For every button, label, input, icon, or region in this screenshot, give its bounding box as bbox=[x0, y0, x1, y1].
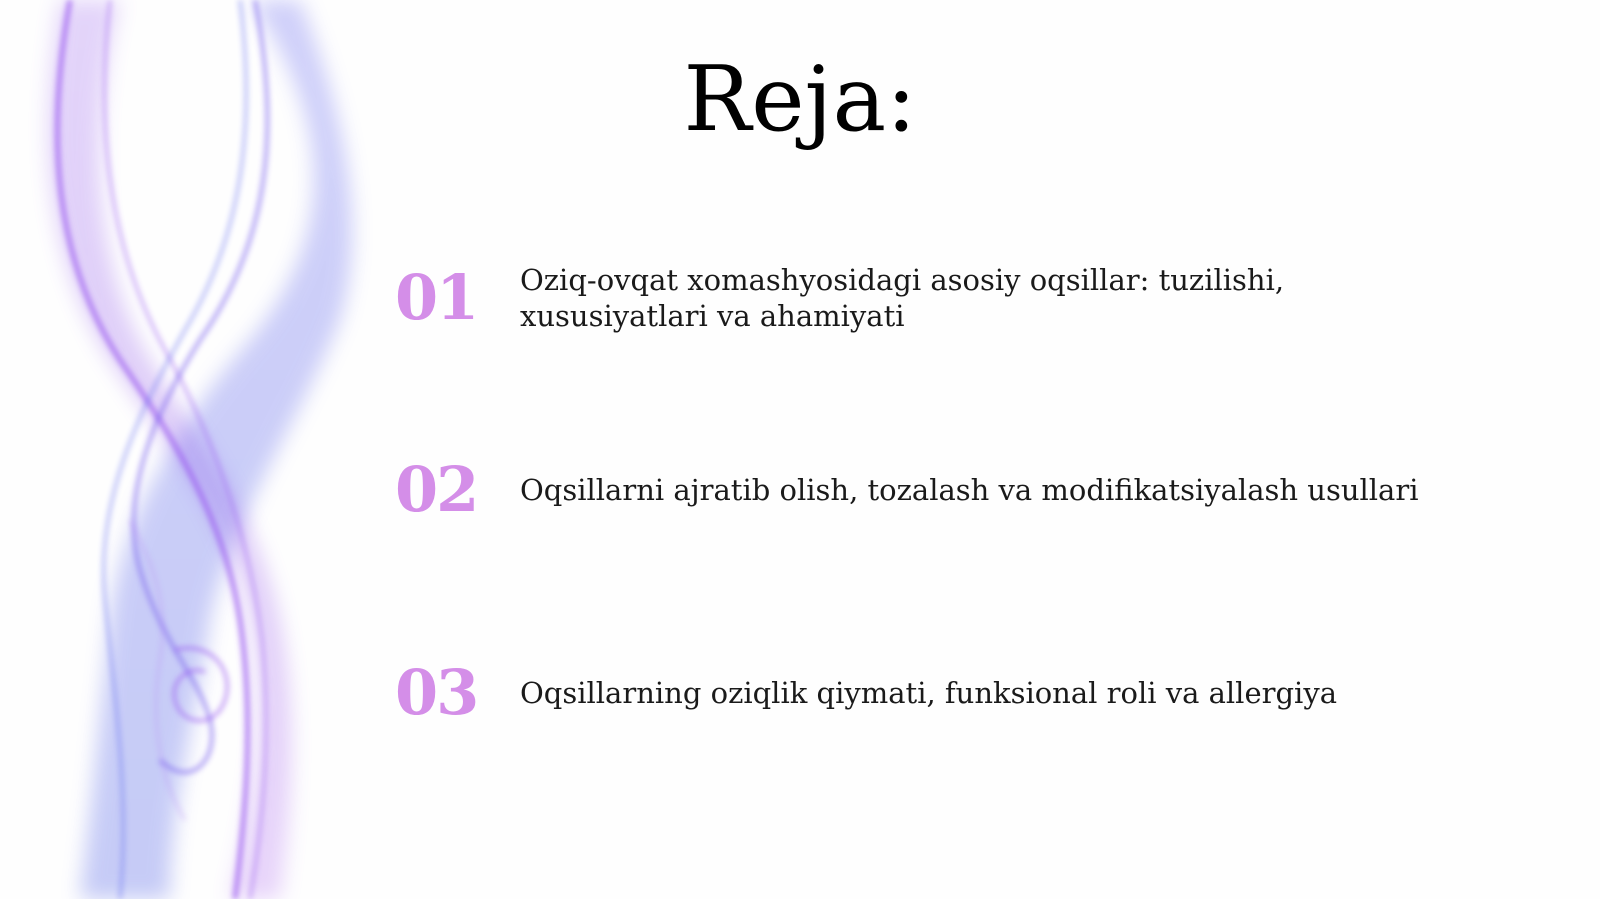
plan-item-2 bbox=[395, 455, 1545, 525]
plan-item-1 bbox=[395, 262, 1545, 334]
plan-item-text: Oqsillarni ajratib olish, tozalash va modifikatsiyalash usullari bbox=[520, 473, 1419, 507]
plan-item-number: 01 bbox=[395, 261, 478, 334]
plan-item-text: Oqsillarning oziqlik qiymati, funksional roli va allergiya bbox=[520, 676, 1337, 710]
plan-item-3 bbox=[395, 658, 1545, 728]
plan-item-text: Oziq-ovqat xomashyosidagi asosiy oqsillar: tuzilishi, xususiyatlari va ahamiyati bbox=[520, 263, 1285, 333]
plan-item-number: 03 bbox=[395, 656, 478, 729]
purple-smoke-decoration bbox=[0, 0, 400, 899]
plan-item-number: 02 bbox=[395, 453, 478, 526]
slide-title: Reja: bbox=[683, 47, 917, 152]
